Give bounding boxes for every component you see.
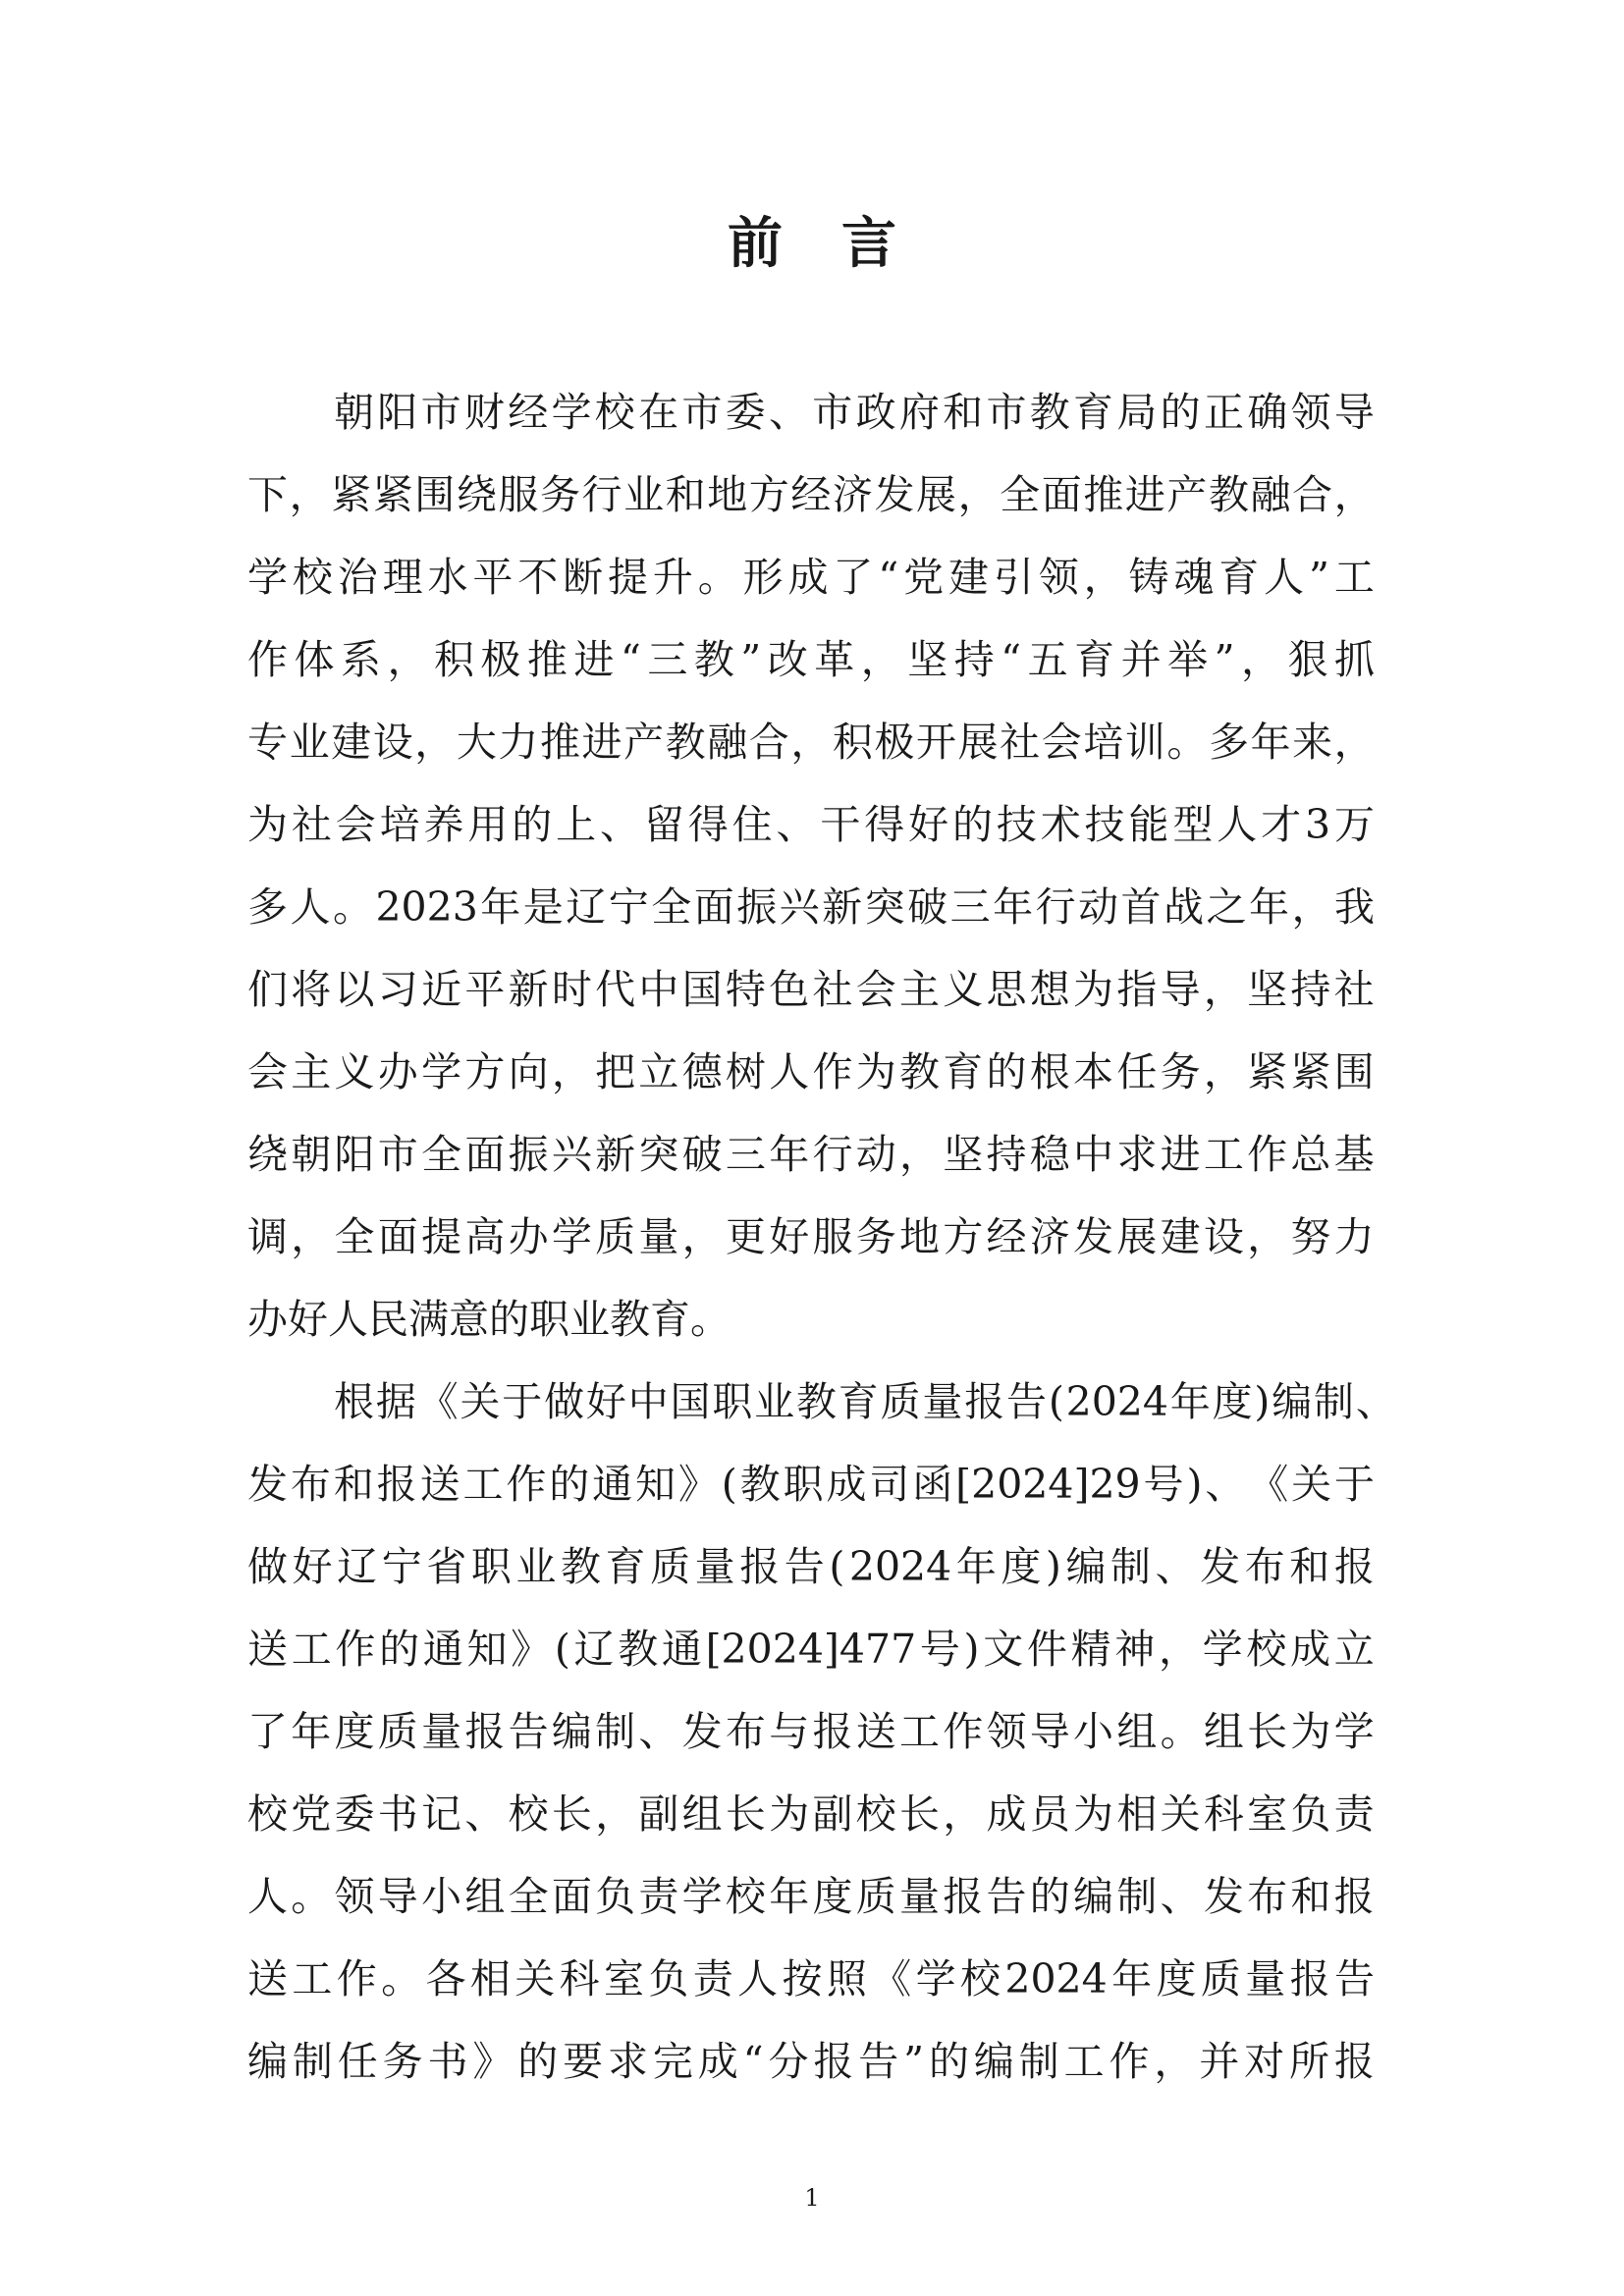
text-line: 送 工 作 的 通 知 》 ( 辽 教 通 [2024]477 号 ) 文 件 精 神 ， 学 校 成 立 (247, 1626, 1375, 1673)
text-line: 下 ， 紧 紧 围 绕 服 务 行 业 和 地 方 经 济 发 展 ， 全 面 推 进 产 教 融 合 ， (247, 471, 1375, 518)
text-line: 办好人民满意的职业教育。 (247, 1296, 731, 1343)
text-line: 为 社 会 培 养 用 的 上 、 留 得 住 、 干 得 好 的 技 术 技 能 型 人 才 3 万 (247, 801, 1375, 848)
page-title: 前言 (728, 211, 955, 276)
text-line: 专 业 建 设 ， 大 力 推 进 产 教 融 合 ， 积 极 开 展 社 会 培 训 。 多 年 来 ， (247, 719, 1375, 766)
text-line: 会 主 义 办 学 方 向 ， 把 立 德 树 人 作 为 教 育 的 根 本 任 务 ， 紧 紧 围 (247, 1048, 1375, 1095)
text-line: 们 将 以 习 近 平 新 时 代 中 国 特 色 社 会 主 义 思 想 为 指 导 ， 坚 持 社 (247, 966, 1375, 1013)
text-line: 做 好 辽 宁 省 职 业 教 育 质 量 报 告 ( 2024 年 度 ) 编 制 、 发 布 和 报 (247, 1543, 1375, 1590)
text-line: 发 布 和 报 送 工 作 的 通 知 》 ( 教 职 成 司 函 [2024]29 号 ) 、 《 关 于 (247, 1461, 1375, 1508)
text-line: 作 体 系 ， 积 极 推 进 “ 三 教 ” 改 革 ， 坚 持 “ 五 育 并 举 ” ， 狠 抓 (247, 636, 1375, 683)
text-line: 绕 朝 阳 市 全 面 振 兴 新 突 破 三 年 行 动 ， 坚 持 稳 中 求 进 工 作 总 基 (247, 1131, 1375, 1178)
text-line: 朝 阳 市 财 经 学 校 在 市 委 、 市 政 府 和 市 教 育 局 的 正 确 领 导 (334, 389, 1375, 436)
text-line: 调 ， 全 面 提 高 办 学 质 量 ， 更 好 服 务 地 方 经 济 发 展 建 设 ， 努 力 (247, 1213, 1375, 1260)
text-line: 编 制 任 务 书 》 的 要 求 完 成 “ 分 报 告 ” 的 编 制 工 作 ， 并 对 所 报 (247, 2038, 1375, 2085)
text-line: 校 党 委 书 记 、 校 长 ， 副 组 长 为 副 校 长 ， 成 员 为 相 关 科 室 负 责 (247, 1790, 1375, 1838)
text-line: 根 据 《 关 于 做 好 中 国 职 业 教 育 质 量 报 告 ( 2024 年 度 ) 编 制 、 (334, 1378, 1396, 1425)
text-line: 学 校 治 理 水 平 不 断 提 升 。 形 成 了 “ 党 建 引 领 ， 铸 魂 育 人 ” 工 (247, 554, 1375, 601)
text-line: 了 年 度 质 量 报 告 编 制 、 发 布 与 报 送 工 作 领 导 小 组 。 组 长 为 学 (247, 1708, 1375, 1755)
text-line: 送 工 作 。 各 相 关 科 室 负 责 人 按 照 《 学 校 2024 年 度 质 量 报 告 (247, 1955, 1375, 2002)
text-line: 人 。 领 导 小 组 全 面 负 责 学 校 年 度 质 量 报 告 的 编 制 、 发 布 和 报 (247, 1873, 1375, 1920)
text-line: 多 人 。 2023 年 是 辽 宁 全 面 振 兴 新 突 破 三 年 行 动 首 战 之 年 ， 我 (247, 883, 1375, 931)
page-number: 1 (804, 2184, 820, 2212)
